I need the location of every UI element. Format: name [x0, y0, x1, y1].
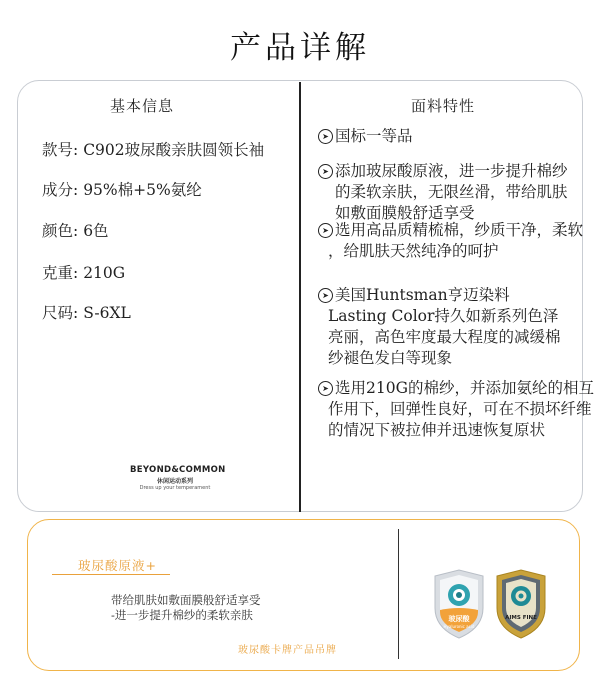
hyaluronic-badge	[431, 568, 487, 640]
feature-item: ➤ 添加玻尿酸原液，进一步提升棉纱 的柔软亲肤，无限丝滑，带给肌肤 如敷面膜般舒适享受	[318, 161, 568, 224]
shield-icon	[431, 568, 487, 640]
brand-logo	[130, 465, 226, 491]
arrow-right-icon: ➤	[318, 223, 333, 238]
arrow-right-icon: ➤	[318, 129, 333, 144]
hang-tag-badges	[431, 568, 551, 640]
arrow-right-icon: ➤	[318, 164, 333, 179]
hang-tag-title: 玻尿酸原液+	[78, 558, 157, 573]
aims-fine-badge	[493, 568, 549, 640]
badge-title: 玻尿酸	[448, 615, 470, 623]
specs-heading: 基本信息	[110, 97, 175, 115]
brand-name: BEYOND&COMMON	[130, 465, 226, 475]
feature-item: ➤ 美国Huntsman亨迈染料 Lasting Color持久如新系列色泽 亮丽，高色牢度最大程度的减缓棉 纱褪色发白等现象	[318, 285, 561, 369]
title-underline	[52, 574, 170, 575]
badge-subtitle: Hyaluronic acid	[443, 624, 475, 629]
feature-item: ➤ 国标一等品	[318, 126, 413, 147]
spec-row-weight: 克重: 210G	[42, 264, 126, 282]
brand-tagline: Dress up your temperament	[139, 485, 211, 491]
hang-tag-divider	[398, 529, 399, 659]
spec-value: 6色	[83, 222, 109, 240]
spec-label: 尺码	[42, 304, 74, 322]
spec-label: 款号	[42, 141, 74, 159]
spec-label: 颜色	[42, 222, 74, 240]
spec-label: 成分	[42, 181, 74, 199]
hang-tag-caption: 玻尿酸卡牌产品吊牌	[238, 645, 337, 656]
spec-row-composition: 成分: 95%棉+5%氨纶	[42, 181, 202, 199]
shield-icon	[493, 568, 549, 640]
spec-value: S-6XL	[83, 304, 131, 322]
hang-tag-description: 带给肌肤如敷面膜般舒适享受 -进一步提升棉纱的柔软亲肤	[111, 593, 261, 622]
spec-value: 210G	[83, 264, 126, 282]
brand-line: 休闲运动系列	[156, 478, 193, 485]
spec-label: 克重	[42, 264, 74, 282]
page-title: 产品详解	[230, 30, 370, 66]
arrow-right-icon: ➤	[318, 288, 333, 303]
spec-row-size: 尺码: S-6XL	[42, 304, 131, 322]
spec-row-style: 款号: C902玻尿酸亲肤圆领长袖	[42, 141, 265, 159]
spec-value: C902玻尿酸亲肤圆领长袖	[83, 141, 265, 159]
arrow-right-icon: ➤	[318, 381, 333, 396]
features-heading: 面料特性	[411, 97, 476, 115]
feature-item: ➤ 选用高品质精梳棉，纱质干净，柔软 ，给肌肤天然纯净的呵护	[318, 220, 583, 262]
column-divider	[299, 82, 301, 512]
spec-value: 95%棉+5%氨纶	[83, 181, 202, 199]
feature-item: ➤ 选用210G的棉纱，并添加氨纶的相互 作用下，回弹性良好，可在不损坏纤维 的情况下被拉伸并迅速恢复原状	[318, 378, 594, 441]
badge-title: AIMS FINE	[505, 615, 537, 621]
spec-row-colors: 颜色: 6色	[42, 222, 109, 240]
